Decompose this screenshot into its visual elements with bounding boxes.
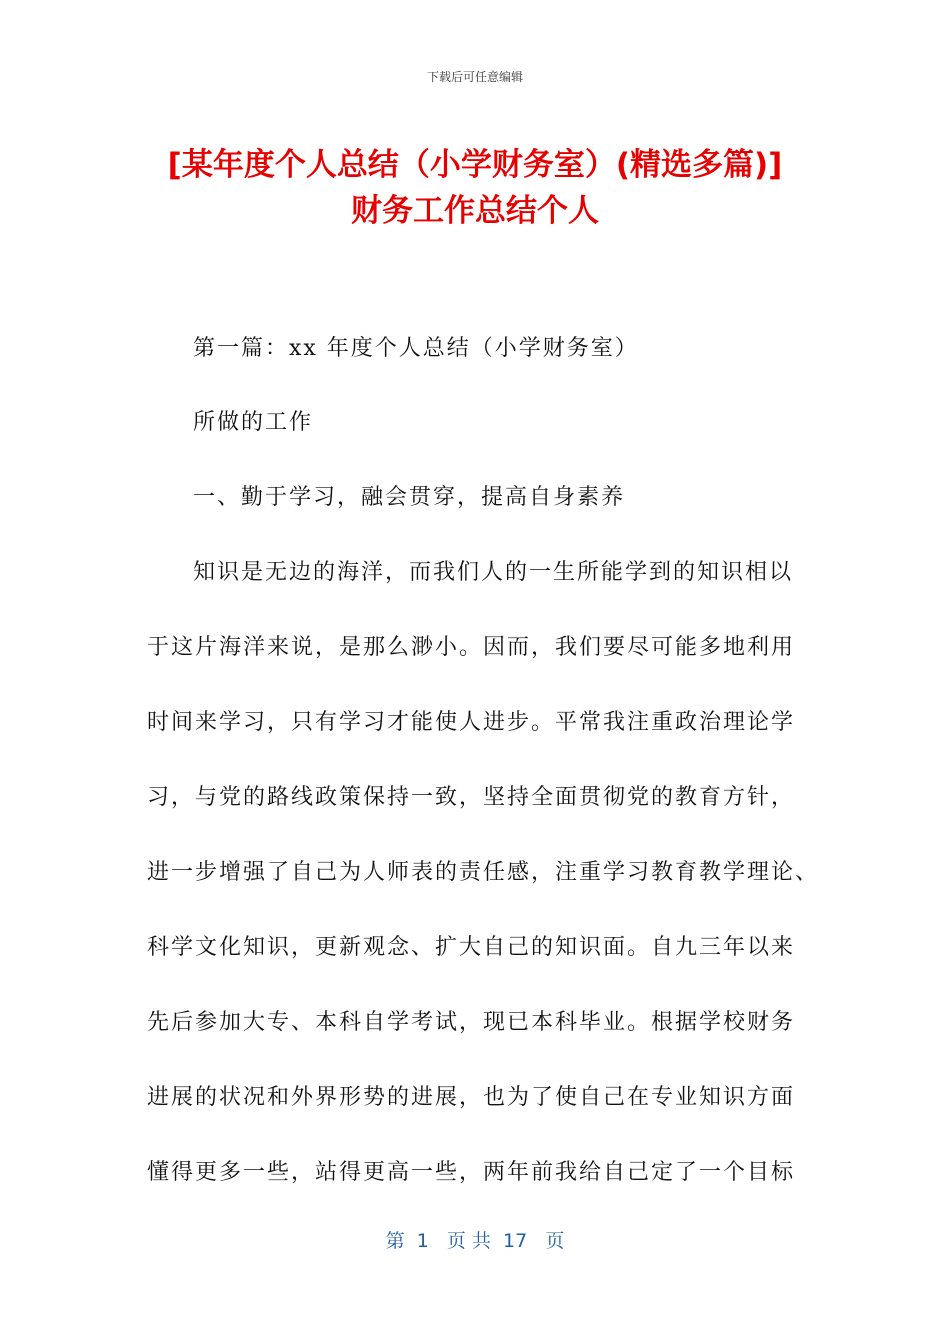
body-line: 于这片海洋来说，是那么渺小。因而，我们要尽可能多地利用 <box>147 635 796 660</box>
body-line: 进展的状况和外界形势的进展，也为了使自己在专业知识方面 <box>147 1085 796 1110</box>
body-line: 进一步增强了自己为人师表的责任感，注重学习教育教学理论、 <box>147 860 820 885</box>
point-one-heading: 一、勤于学习，融会贯穿，提高自身素养 <box>193 485 626 510</box>
body-line: 知识是无边的海洋，而我们人的一生所能学到的知识相以 <box>193 560 794 585</box>
section-title: 第一篇：xx 年度个人总结（小学财务室） <box>193 336 639 361</box>
body-line: 先后参加大专、本科自学考试，现已本科毕业。根据学校财务 <box>147 1010 796 1035</box>
body-line: 懂得更多一些，站得更高一些，两年前我给自己定了一个目标 <box>147 1160 796 1185</box>
body-line: 时间来学习，只有学习才能使人进步。平常我注重政治理论学 <box>147 710 796 735</box>
title-line-2: 财务工作总结个人 <box>351 193 599 229</box>
header-note: 下载后可任意编辑 <box>426 70 523 84</box>
document-title <box>60 142 890 234</box>
body-line: 科学文化知识，更新观念、扩大自己的知识面。自九三年以来 <box>147 935 796 960</box>
subheading: 所做的工作 <box>193 410 314 435</box>
page-number-footer: 第 1 页 共 17 页 <box>385 1230 565 1252</box>
body-line: 习，与党的路线政策保持一致，坚持全面贯彻党的教育方针， <box>147 785 796 810</box>
title-line-1: [某年度个人总结（小学财务室）(精选多篇)] <box>167 147 783 183</box>
